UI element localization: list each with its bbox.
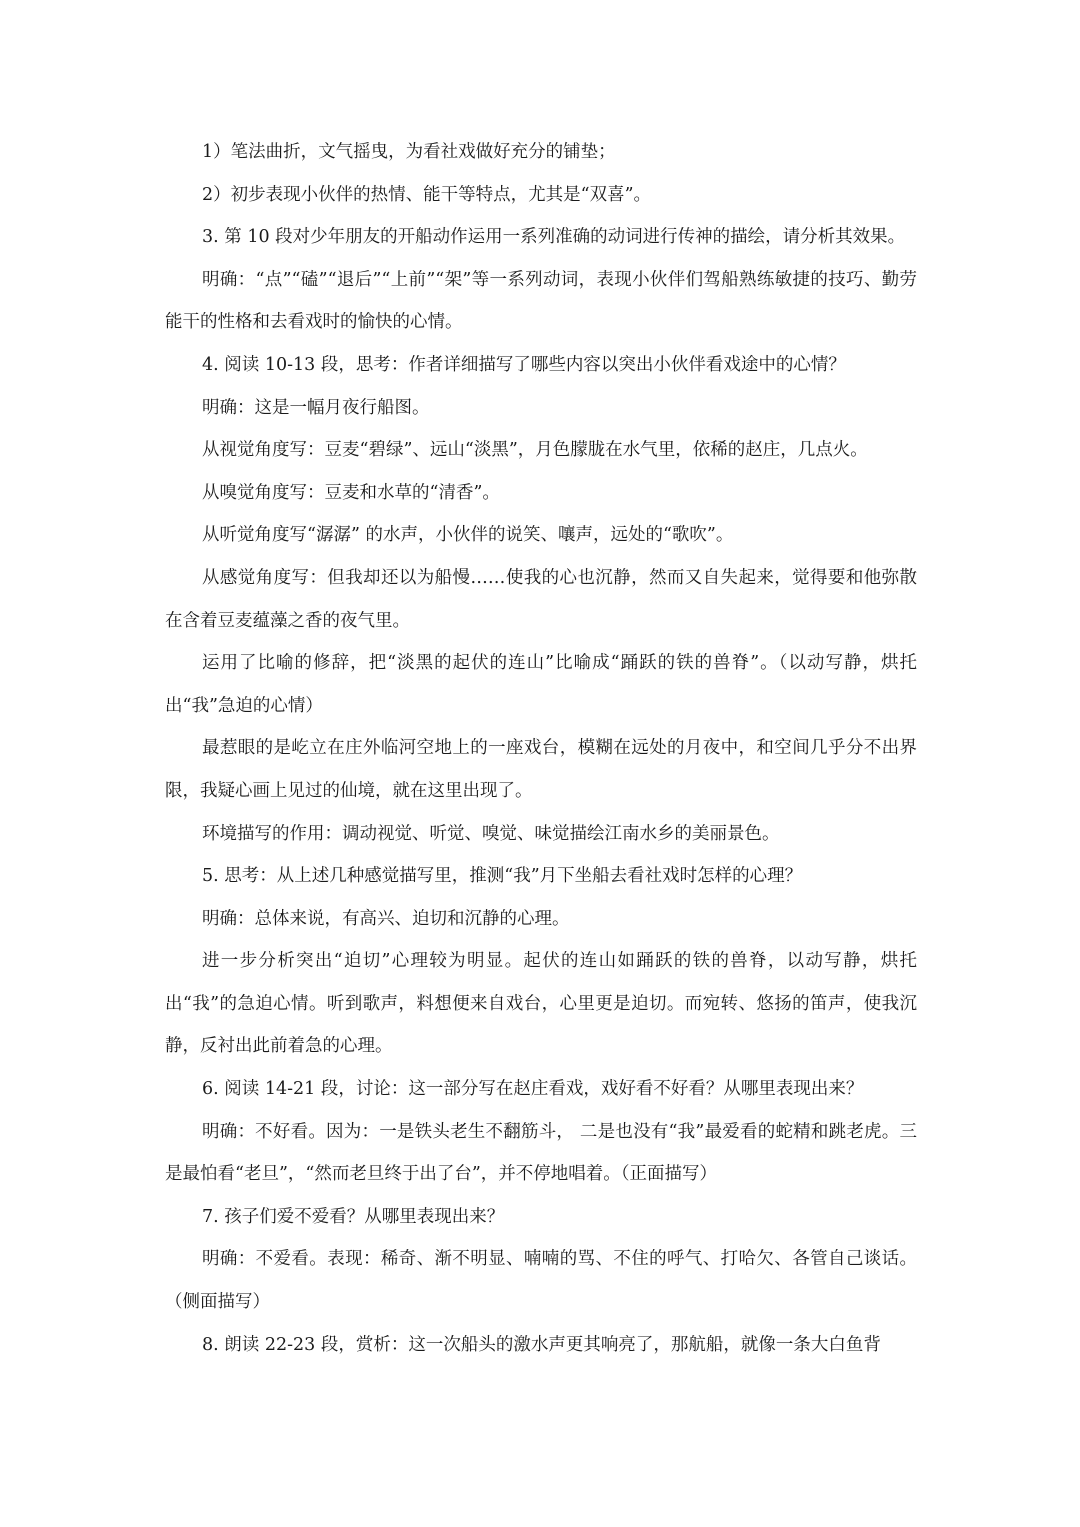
paragraph-1: 1）笔法曲折，文气摇曳，为看社戏做好充分的铺垫； (202, 142, 616, 162)
metaphor-note: 运用了比喻的修辞，把“淡黑的起伏的连山”比喻成“踊跃的铁的兽脊”。（以动写静，烘托出“我”急迫的心情） (165, 653, 917, 716)
answer-7: 明确：不爱看。表现：稀奇、渐不明显、喃喃的骂、不住的呼气、打哈欠、各管自己谈话。（侧面描写） (165, 1249, 917, 1313)
answer-4: 明确：这是一幅月夜行船图。 (202, 397, 430, 418)
paragraph-2: 2）初步表现小伙伴的热情、能干等特点，尤其是“双喜”。 (202, 184, 652, 205)
smell-description: 从嗅觉角度写：豆麦和水草的“清香”。 (202, 482, 500, 503)
environment-note: 环境描写的作用：调动视觉、听觉、嗅觉、味觉描绘江南水乡的美丽景色。 (202, 823, 780, 844)
hearing-description: 从听觉角度写“潺潺” 的水声，小伙伴的说笑、嚷声，远处的“歌吹”。 (202, 525, 734, 546)
feeling-description: 从感觉角度写：但我却还以为船慢……使我的心也沉静，然而又自失起来，觉得要和他弥散在含着豆麦蕴藻之香的夜气里。 (165, 567, 917, 631)
further-analysis: 进一步分析突出“迫切”心理较为明显。起伏的连山如踊跃的铁的兽脊，以动写静，烘托出“我”的急迫心情。听到歌声，料想便来自戏台，心里更是迫切。而宛转、悠扬的笛声，使我沉静，反衬出此前着急的心理。 (165, 951, 917, 1057)
answer-3: 明确：“点”“磕”“退后”“上前”“架”等一系列动词，表现小伙伴们驾船熟练敏捷的技巧、勤劳能干的性格和去看戏时的愉快的心情。 (165, 269, 917, 333)
question-7: 7. 孩子们爱不爱看？从哪里表现出来？ (202, 1206, 505, 1227)
question-3: 3. 第 10 段对少年朋友的开船动作运用一系列准确的动词进行传神的描绘，请分析其效果。 (202, 227, 906, 248)
answer-5: 明确：总体来说，有高兴、迫切和沉静的心理。 (202, 908, 570, 929)
question-4: 4. 阅读 10-13 段，思考：作者详细描写了哪些内容以突出小伙伴看戏途中的心情？ (202, 354, 846, 375)
question-5: 5. 思考：从上述几种感觉描写里，推测“我”月下坐船去看社戏时怎样的心理？ (202, 866, 803, 887)
question-6: 6. 阅读 14-21 段，讨论：这一部分写在赵庄看戏，戏好看不好看？从哪里表现出来？ (202, 1079, 864, 1100)
answer-6: 明确：不好看。因为：一是铁头老生不翻筋斗， 二是也没有“我”最爱看的蛇精和跳老虎。三是最怕看“老旦”，“然而老旦终于出了台”，并不停地唱着。（正面描写） (165, 1121, 917, 1185)
visual-description: 从视觉角度写：豆麦“碧绿”、远山“淡黑”，月色朦胧在水气里，依稀的赵庄，几点火。 (202, 440, 868, 461)
question-8: 8. 朗读 22-23 段，赏析：这一次船头的激水声更其响亮了，那航船，就像一条大白鱼背 (202, 1334, 881, 1355)
document-body (165, 131, 917, 1366)
stage-quote: 最惹眼的是屹立在庄外临河空地上的一座戏台，模糊在远处的月夜中，和空间几乎分不出界限，我疑心画上见过的仙境，就在这里出现了。 (165, 738, 917, 801)
